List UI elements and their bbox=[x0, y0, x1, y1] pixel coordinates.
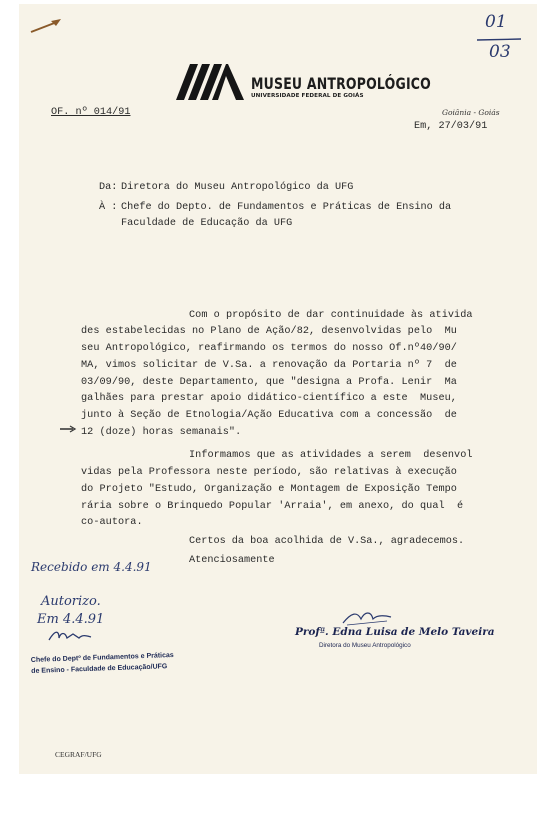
to-line-1: Chefe do Depto. de Fundamentos e Práticas de Ensino da bbox=[121, 202, 452, 213]
page-marker-top: 01 bbox=[485, 12, 507, 32]
stamp-line-2: de Ensino - Faculdade de Educação/UFG bbox=[31, 663, 168, 675]
paragraph1-line: 12 (doze) horas semanais". bbox=[81, 427, 242, 438]
pen-mark-icon bbox=[29, 16, 65, 36]
handwritten-date: Em 4.4.91 bbox=[37, 612, 105, 627]
document-sheet bbox=[19, 4, 537, 774]
page-marker-bottom: 03 bbox=[489, 42, 511, 62]
paragraph2-line: rária sobre o Brinquedo Popular 'Arraia', em anexo, do qual é bbox=[81, 501, 464, 512]
to-label: À : bbox=[99, 202, 118, 213]
margin-arrow-icon bbox=[59, 425, 77, 433]
closing-thanks: Certos da boa acolhida de V.Sa., agradecemos. bbox=[189, 536, 465, 547]
city-line: Goiânia - Goiás bbox=[442, 108, 500, 117]
handwritten-received: Recebido em 4.4.91 bbox=[31, 560, 152, 574]
paragraph2-line: co-autora. bbox=[81, 517, 143, 528]
paragraph2-line: do Projeto "Estudo, Organização e Montagem de Exposição Tempo bbox=[81, 484, 457, 495]
handwritten-authorize: Autorizo. bbox=[41, 594, 101, 609]
signature-title: Diretora do Museu Antropológico bbox=[319, 642, 411, 649]
logo-subtitle: UNIVERSIDADE FEDERAL DE GOIÁS bbox=[251, 93, 364, 99]
paragraph1-line: seu Antropológico, reafirmando os termos do nosso Of.nº40/90/ bbox=[81, 343, 457, 354]
received-stamp bbox=[31, 649, 202, 677]
museum-logo-icon bbox=[176, 62, 246, 102]
to-line-2: Faculdade de Educação da UFG bbox=[121, 218, 293, 229]
paragraph1-line: 03/09/90, deste Departamento, que "designa a Profa. Lenir Ma bbox=[81, 377, 457, 388]
from-text: Diretora do Museu Antropológico da UFG bbox=[121, 182, 354, 193]
paragraph1-line: des estabelecidas no Plano de Ação/82, desenvolvidas pelo Mu bbox=[81, 326, 457, 337]
logo-title: MUSEU ANTROPOLÓGICO bbox=[251, 74, 431, 93]
date-line: Em, 27/03/91 bbox=[414, 121, 488, 132]
footer-code: CEGRAF/UFG bbox=[55, 750, 102, 759]
paragraph2-line: Informamos que as atividades a serem desenvol bbox=[189, 450, 473, 461]
stamp-line-1: Chefe do Deptº de Fundamentos e Práticas bbox=[30, 651, 174, 664]
handwritten-initials-icon bbox=[47, 628, 93, 644]
paragraph1-line: Com o propósito de dar continuidade às ativida bbox=[189, 310, 473, 321]
paragraph1-line: MA, vimos solicitar de V.Sa. a renovação da Portaria nº 7 de bbox=[81, 360, 457, 371]
from-label: Da: bbox=[99, 182, 118, 193]
paragraph1-line: junto à Seção de Etnologia/Ação Educativa com a concessão de bbox=[81, 410, 457, 421]
paragraph1-line: galhães para prestar apoio didático-científico a este Museu, bbox=[81, 393, 457, 404]
closing-regards: Atenciosamente bbox=[189, 555, 275, 566]
paragraph2-line: vidas pela Professora neste período, são relativas à execução bbox=[81, 467, 457, 478]
signature-name: Profª. Edna Luisa de Melo Taveira bbox=[295, 626, 495, 638]
office-number: OF. nº 014/91 bbox=[51, 107, 131, 118]
